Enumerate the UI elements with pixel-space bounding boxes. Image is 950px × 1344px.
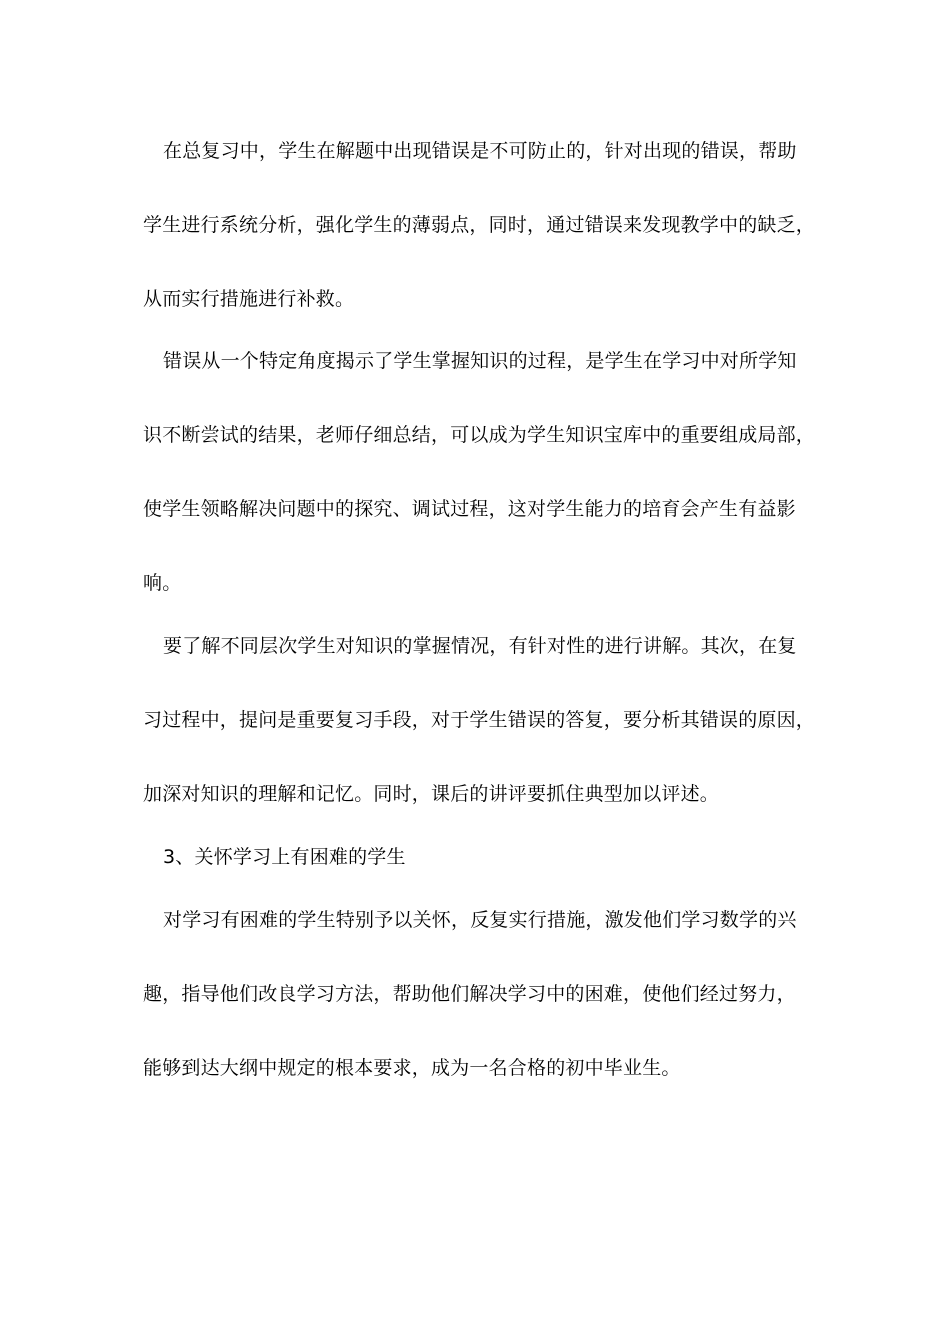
section-heading: 3、关怀学习上有困难的学生	[163, 846, 406, 868]
paragraph-2-line-1: 错误从一个特定角度揭示了学生掌握知识的过程，是学生在学习中对所学知	[163, 350, 797, 372]
paragraph-4-line-1: 对学习有困难的学生特别予以关怀，反复实行措施，激发他们学习数学的兴	[163, 909, 797, 931]
paragraph-3-line-3: 加深对知识的理解和记忆。同时，课后的讲评要抓住典型加以评述。	[143, 783, 720, 805]
paragraph-2-line-3: 使学生领略解决问题中的探究、调试过程，这对学生能力的培育会产生有益影	[143, 498, 796, 520]
paragraph-1-line-1: 在总复习中，学生在解题中出现错误是不可防止的，针对出现的错误，帮助	[163, 140, 797, 162]
paragraph-3-line-1: 要了解不同层次学生对知识的掌握情况，有针对性的进行讲解。其次，在复	[163, 635, 797, 657]
paragraph-4-line-3: 能够到达大纲中规定的根本要求，成为一名合格的初中毕业生。	[143, 1057, 681, 1079]
paragraph-4-line-2: 趣，指导他们改良学习方法，帮助他们解决学习中的困难，使他们经过努力，	[143, 983, 796, 1005]
paragraph-2-line-2: 识不断尝试的结果，老师仔细总结，可以成为学生知识宝库中的重要组成局部，	[143, 424, 816, 446]
paragraph-1-line-3: 从而实行措施进行补救。	[143, 288, 355, 310]
paragraph-1-line-2: 学生进行系统分析，强化学生的薄弱点，同时，通过错误来发现教学中的缺乏，	[143, 214, 816, 236]
paragraph-2-line-4: 响。	[143, 572, 182, 594]
paragraph-3-line-2: 习过程中，提问是重要复习手段，对于学生错误的答复，要分析其错误的原因，	[143, 709, 816, 731]
